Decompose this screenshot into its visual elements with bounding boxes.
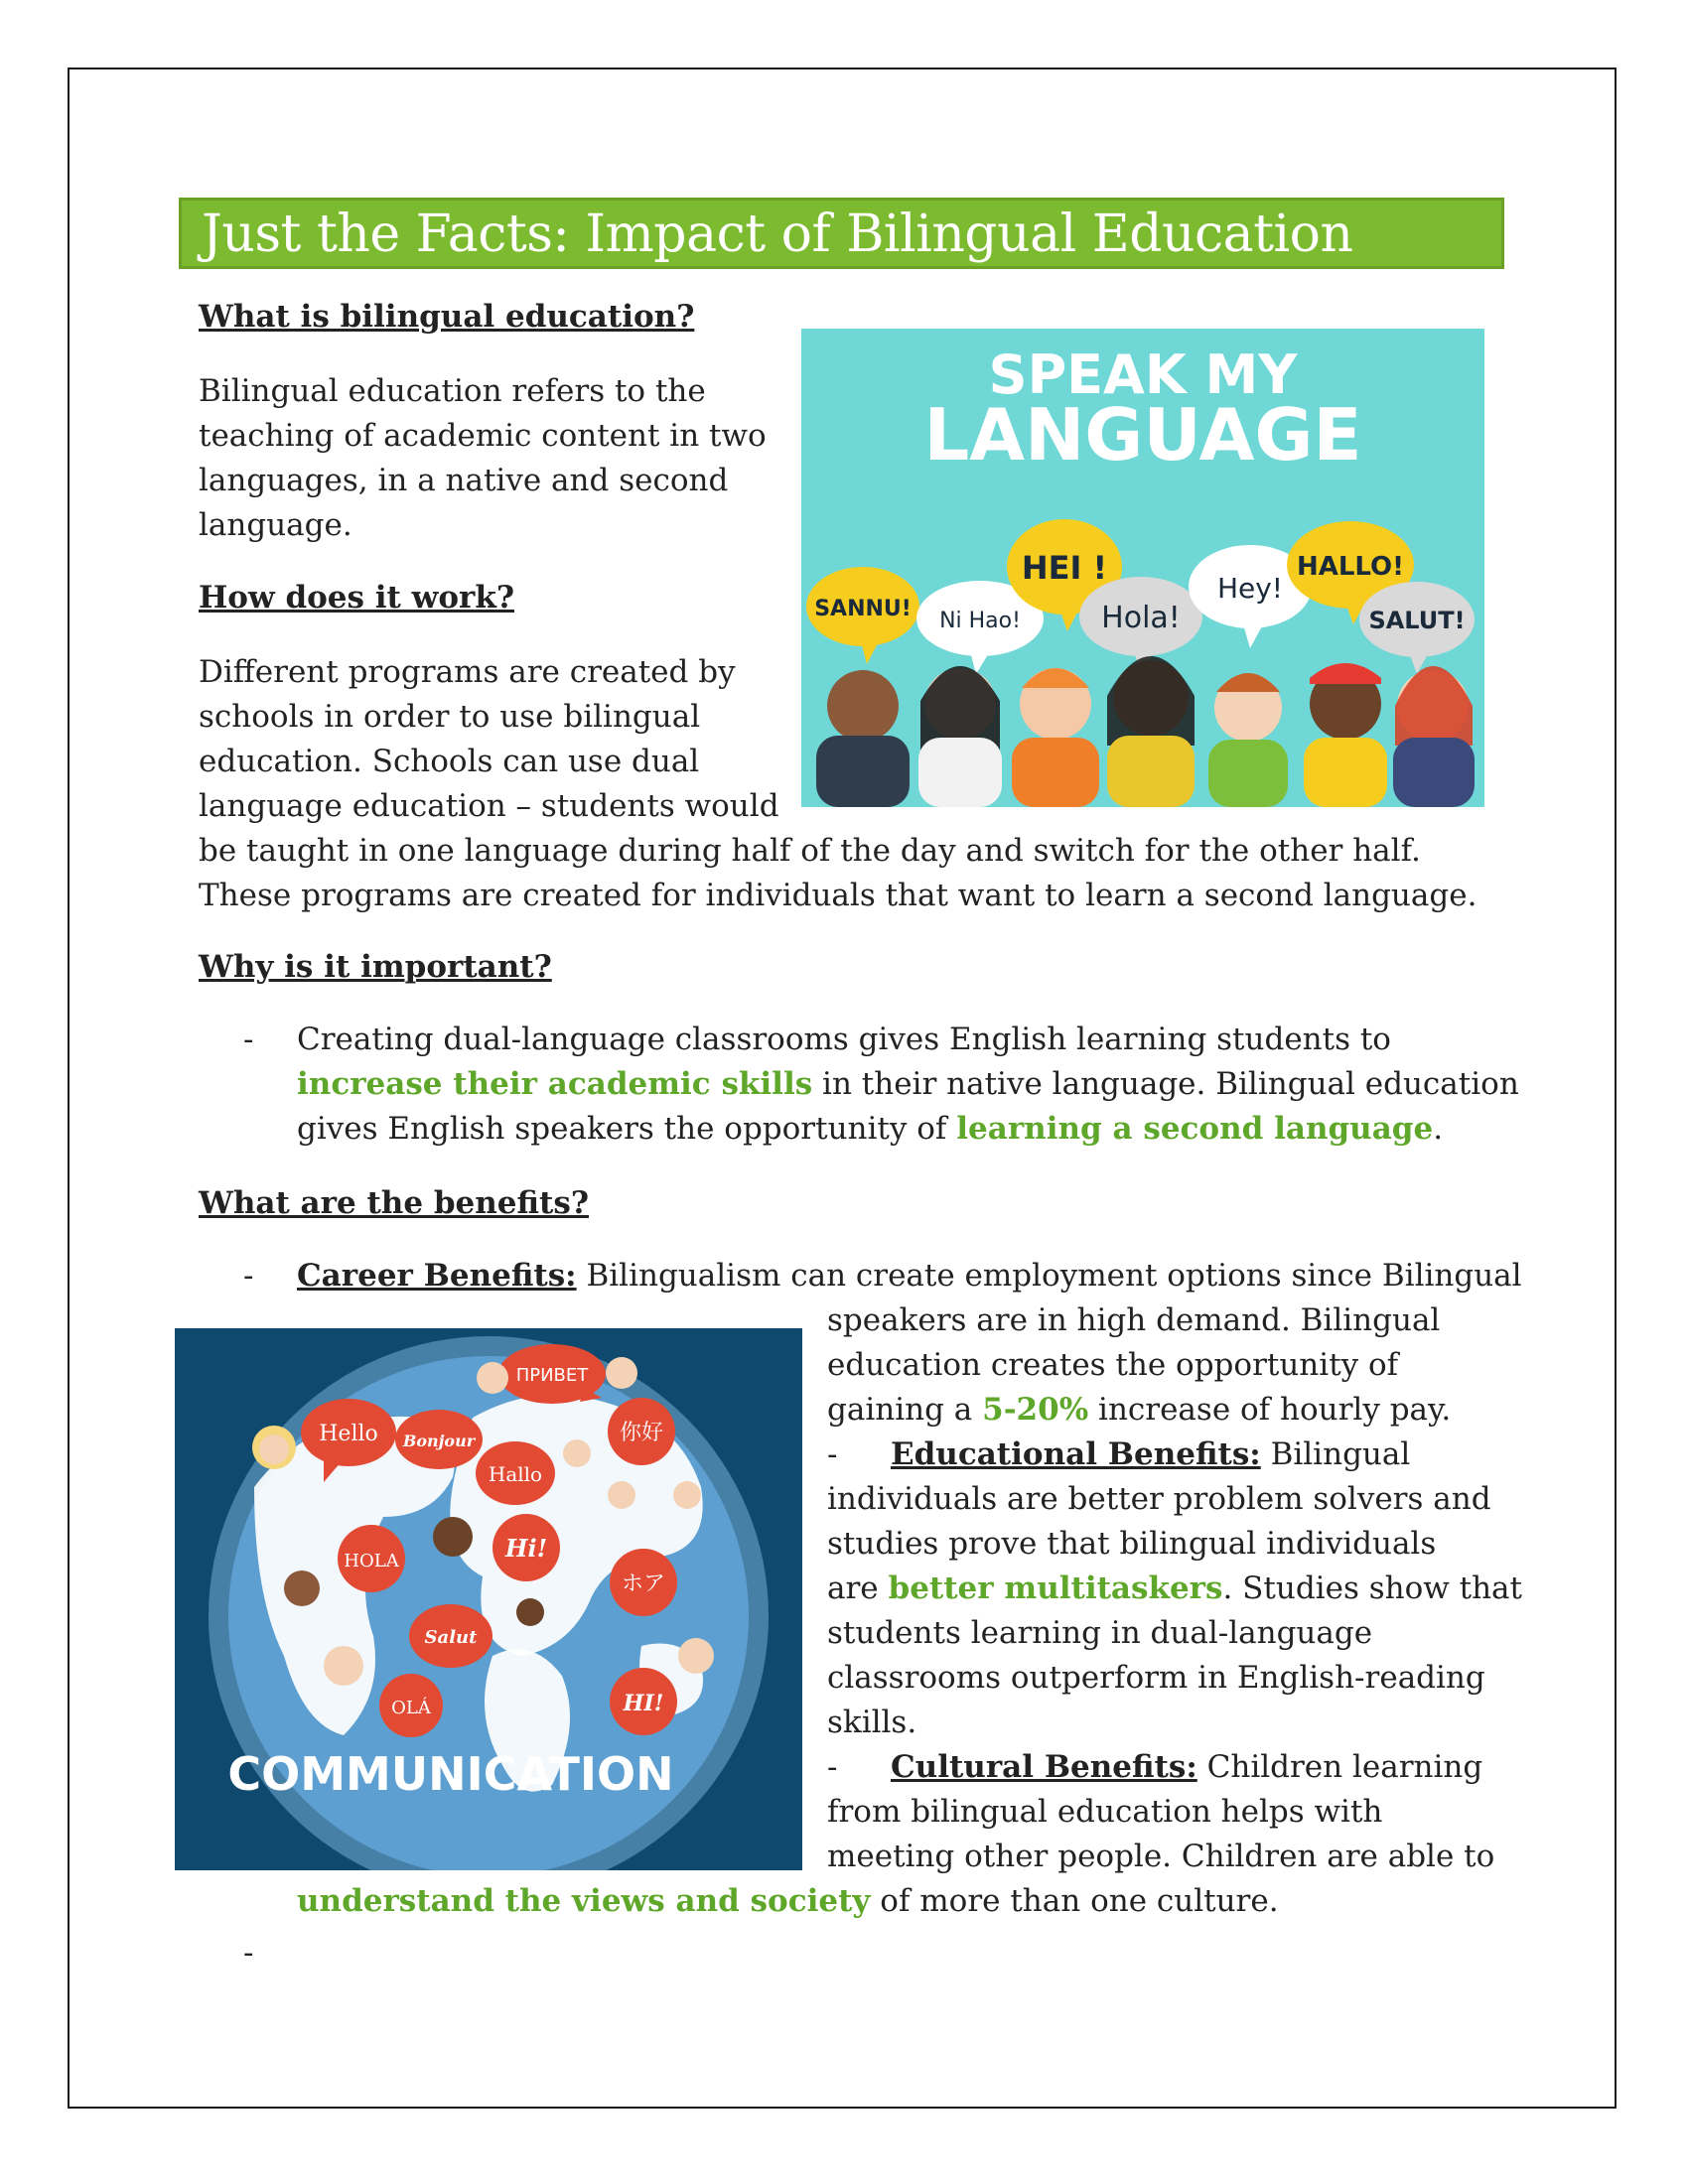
bullet-dash: -	[243, 1022, 254, 1057]
heading-how: How does it work?	[199, 580, 514, 615]
svg-text:Ni Hao!: Ni Hao!	[939, 609, 1021, 633]
svg-text:HALLO!: HALLO!	[1296, 552, 1405, 582]
svg-text:OLÁ: OLÁ	[391, 1698, 431, 1718]
world-bubble-hallo	[476, 1441, 555, 1505]
highlight-text: increase their academic skills	[297, 1066, 813, 1102]
svg-text:Hallo: Hallo	[488, 1462, 543, 1486]
svg-text:HI!: HI!	[623, 1691, 664, 1716]
text-line: classrooms outperform in English-reading	[827, 1660, 1485, 1696]
text-line: speakers are in high demand. Bilingual	[827, 1302, 1441, 1338]
page-title: Just the Facts: Impact of Bilingual Education	[202, 205, 1353, 264]
svg-text:你好: 你好	[619, 1421, 664, 1445]
world-bubble-bonjour	[395, 1410, 483, 1469]
world-bubble-salut	[409, 1604, 492, 1668]
text-line: Different programs are created by	[199, 654, 736, 690]
people-illustration	[816, 656, 1475, 807]
educational-benefits-label: Educational Benefits:	[891, 1436, 1261, 1472]
text-line: be taught in one language during half of the day and switch for the other half.	[199, 833, 1421, 869]
world-bubble-hi2	[610, 1668, 677, 1735]
world-bubble-hoa	[610, 1549, 677, 1616]
text-line: are better multitaskers. Studies show that	[827, 1570, 1522, 1606]
world-bubble-hi	[492, 1514, 560, 1581]
communication-globe-image	[175, 1328, 802, 1870]
communication-caption: COMMUNICATION	[227, 1747, 674, 1801]
text-line: understand the views and society of more than one culture.	[297, 1883, 1279, 1919]
svg-text:ホア: ホア	[621, 1571, 666, 1596]
text-line: Creating dual-language classrooms gives English learning students to	[297, 1022, 1391, 1057]
heading-benefits: What are the benefits?	[199, 1185, 589, 1221]
svg-text:Hello: Hello	[319, 1422, 378, 1446]
speak-title-2: LANGUAGE	[923, 393, 1362, 477]
svg-text:Hey!: Hey!	[1216, 572, 1284, 605]
svg-text:SANNU!: SANNU!	[814, 597, 912, 621]
svg-text:HOLA: HOLA	[344, 1551, 399, 1571]
text-line: language.	[199, 507, 352, 543]
text-line: studies prove that bilingual individuals	[827, 1526, 1437, 1562]
text-line: from bilingual education helps with	[827, 1794, 1383, 1830]
svg-text:Salut: Salut	[424, 1627, 478, 1648]
world-bubble-privet	[498, 1344, 606, 1404]
text-line: language education – students would	[199, 788, 779, 824]
bubble-sannu	[806, 567, 919, 664]
career-benefits-label: Career Benefits:	[297, 1258, 577, 1294]
text-line: education creates the opportunity of	[827, 1347, 1399, 1383]
text-line: skills.	[827, 1705, 917, 1740]
text-line: individuals are better problem solvers and	[827, 1481, 1491, 1517]
svg-text:Hola!: Hola!	[1101, 601, 1181, 635]
bullet-dash: -	[243, 1258, 254, 1294]
world-bubble-hola	[338, 1525, 405, 1592]
text-line: Bilingual education refers to the	[199, 373, 706, 409]
text-line: languages, in a native and second	[199, 463, 729, 498]
heading-why: Why is it important?	[199, 949, 552, 985]
text-line: meeting other people. Children are able to	[827, 1839, 1495, 1874]
world-bubble-nihao	[608, 1398, 675, 1465]
text-line: Career Benefits: Bilingualism can create employment options since Bilingual	[297, 1258, 1522, 1294]
highlight-text: understand the views and society	[297, 1883, 871, 1919]
speak-title-1: SPEAK MY	[988, 343, 1298, 406]
text-line: teaching of academic content in two	[199, 418, 767, 454]
bullet-dash: -	[827, 1749, 838, 1785]
svg-text:SALUT!: SALUT!	[1368, 607, 1466, 634]
heading-what-is: What is bilingual education?	[199, 299, 695, 335]
text-line: students learning in dual-language	[827, 1615, 1373, 1651]
svg-text:Bonjour: Bonjour	[402, 1432, 476, 1450]
text-line: education. Schools can use dual	[199, 744, 700, 779]
highlight-text: 5-20%	[982, 1392, 1089, 1428]
svg-text:HEI !: HEI !	[1021, 549, 1108, 587]
cultural-benefits-label: Cultural Benefits:	[891, 1749, 1197, 1785]
title-banner	[179, 198, 1504, 269]
text-line: increase their academic skills in their native language. Bilingual education	[297, 1066, 1519, 1102]
bubble-salut	[1359, 582, 1475, 674]
highlight-text: learning a second language	[956, 1111, 1434, 1147]
text-line: gives English speakers the opportunity of learning a second language.	[297, 1111, 1444, 1147]
text-line: These programs are created for individuals that want to learn a second language.	[199, 878, 1477, 913]
text-line: Educational Benefits: Bilingual	[891, 1436, 1411, 1472]
highlight-text: better multitaskers	[888, 1570, 1223, 1606]
text-line: Cultural Benefits: Children learning	[891, 1749, 1483, 1785]
text-line: schools in order to use bilingual	[199, 699, 701, 735]
svg-text:ПРИВЕТ: ПРИВЕТ	[515, 1365, 589, 1386]
bullet-dash: -	[827, 1436, 838, 1472]
text-line: gaining a 5-20% increase of hourly pay.	[827, 1392, 1452, 1428]
svg-text:Hi!: Hi!	[504, 1534, 548, 1563]
bullet-dash: -	[243, 1935, 254, 1971]
world-bubble-ola	[379, 1674, 443, 1737]
speak-my-language-image	[801, 329, 1484, 807]
